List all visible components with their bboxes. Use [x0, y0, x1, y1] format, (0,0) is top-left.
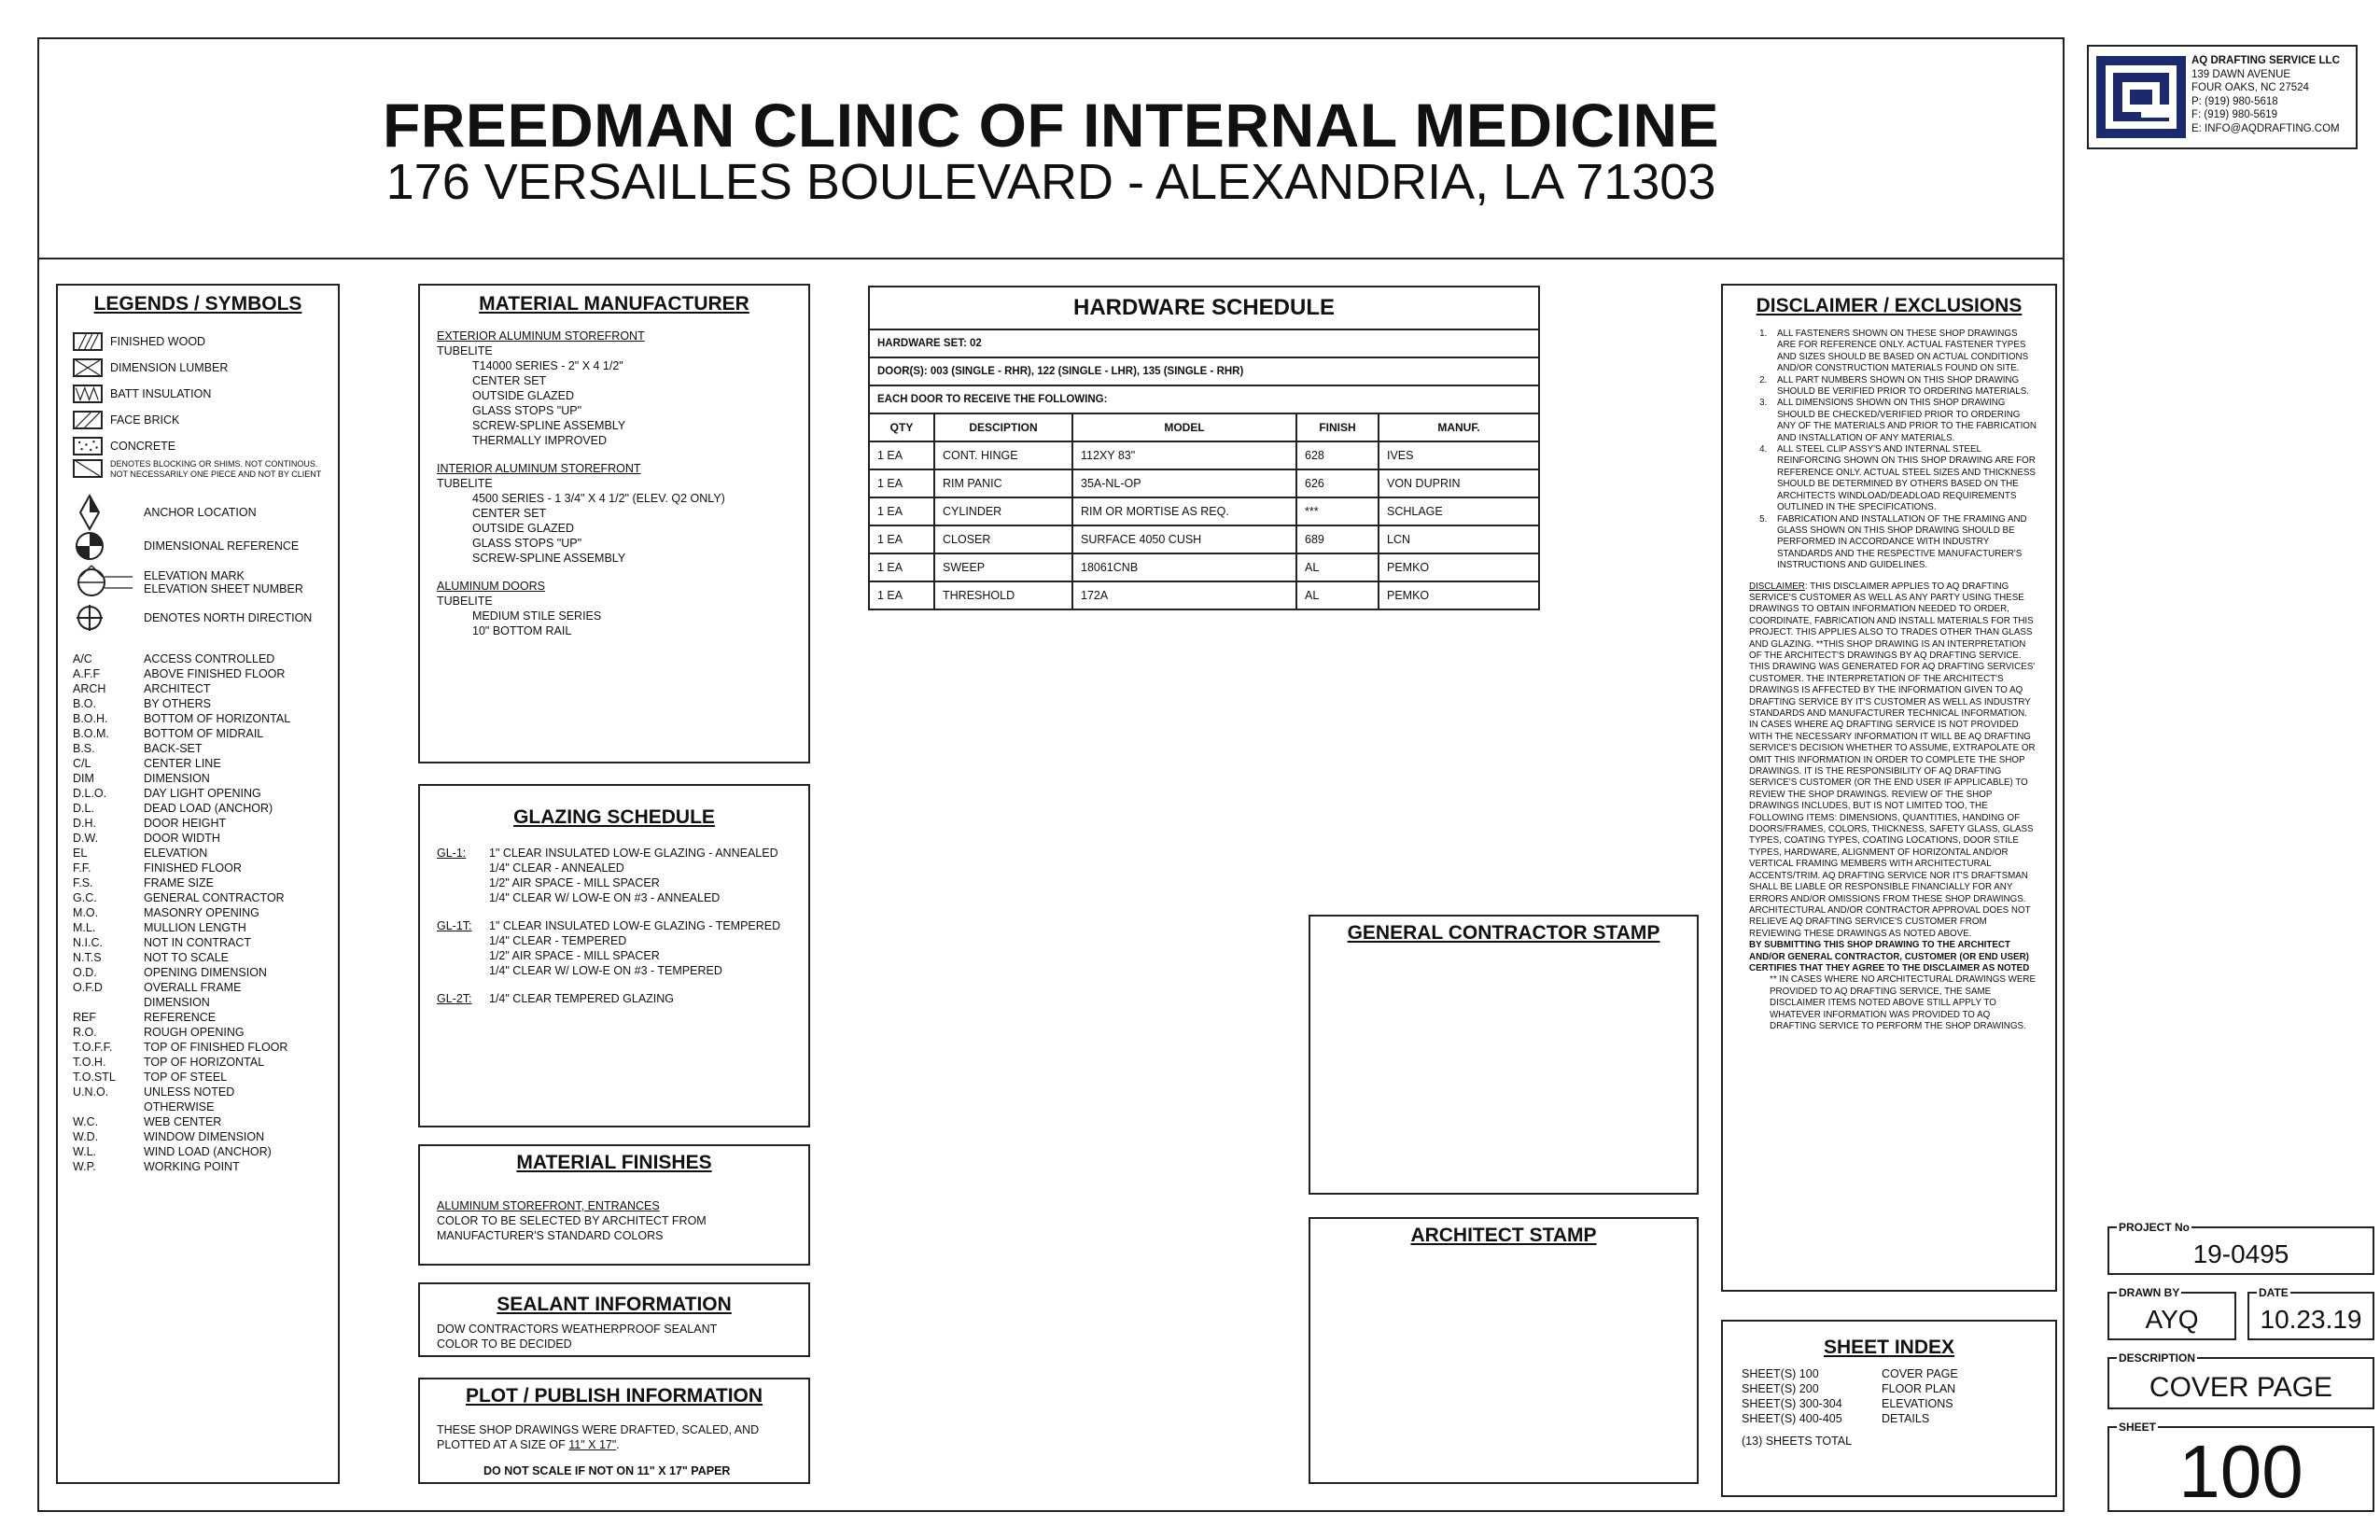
material-finishes-panel — [418, 1144, 810, 1266]
abbreviation-text: REFERENCE — [144, 1011, 217, 1024]
glazing-line: 1/4" CLEAR W/ LOW-E ON #3 - ANNEALED — [489, 891, 721, 904]
hardware-row — [869, 469, 1539, 497]
abbreviation-text: ACCESS CONTROLLED — [144, 652, 275, 665]
hardware-cell: CLOSER — [934, 525, 1072, 553]
finishes-heading: ALUMINUM STOREFRONT, ENTRANCES — [437, 1199, 660, 1212]
sheet-total: (13) SHEETS TOTAL — [1742, 1435, 1853, 1448]
finished-wood-icon — [73, 332, 103, 351]
sheet-index-desc: COVER PAGE — [1882, 1367, 1958, 1380]
sheet-index-sheet: SHEET(S) 300-304 — [1742, 1397, 1842, 1410]
abbreviation-text: MASONRY OPENING — [144, 906, 259, 919]
face-brick-icon — [73, 411, 103, 429]
abbreviation-code — [73, 1099, 144, 1114]
abbreviation-text: TOP OF FINISHED FLOOR — [144, 1041, 288, 1054]
sheet-index-title: SHEET INDEX — [1823, 1337, 1955, 1358]
abbreviation-code: T.O.H. — [73, 1056, 106, 1069]
legend-item: FINISHED WOOD — [73, 332, 338, 351]
abbreviation-text: WINDOW DIMENSION — [144, 1130, 265, 1143]
glazing-line: 1/4" CLEAR - TEMPERED — [489, 934, 627, 947]
abbreviation-row — [73, 950, 338, 965]
abbreviation-text: TOP OF STEEL — [144, 1071, 228, 1084]
abbreviation-row — [73, 696, 338, 711]
abbreviation-code: R.O. — [73, 1026, 97, 1039]
hardware-cell: CYLINDER — [934, 497, 1072, 525]
aq-logo — [2094, 54, 2188, 140]
company-street: 139 DAWN AVENUE — [2191, 68, 2291, 80]
manufacturer-spec: OUTSIDE GLAZED — [472, 389, 575, 402]
abbreviation-text: FINISHED FLOOR — [144, 861, 242, 875]
hardware-row — [869, 441, 1539, 469]
company-city: FOUR OAKS, NC 27524 — [2191, 82, 2309, 93]
abbreviation-row — [73, 651, 338, 666]
sheet-index-sheet: SHEET(S) 200 — [1742, 1382, 1819, 1395]
disclaimer-body: DISCLAIMER: THIS DISCLAIMER APPLIES TO AQ DRAFTING SERVICE'S CUSTOMER AS WELL AS ANY PARTY USING THESE DRAWINGS TO OBTAIN INFORMATION NEEDED TO ORDER, COORDINATE, FABRICATION AND INSTALL MATERIALS FOR THIS PROJECT. THIS APPLIES ALSO TO TRADES OTHER THAN GLASS AND GLAZING. **THIS SHOP DRAWING IS AN INTERPRETATION OF THE ARCHITECT'S DRAWINGS BY AQ DRAFTING SERVICE. THIS DRAWING WAS GENERATED FOR AQ DRAFTING SERVICES' CUSTOMER. THE INTERPRETATION OF THE ARCHITECT'S DRAWINGS IS AFFECTED BY THE INFORMATION GIVEN TO AQ DRAFTING SERVICE BY IT'S CUSTOMER AS WELL AS INDUSTRY STANDARDS AND MANUFACTURER TECHNICAL INFORMATION. IN CASES WHERE AQ DRAFTING SERVICE IS NOT PROVIDED WITH THE NECESSARY INFORMATION IT WILL BE AQ DRAFTING SERVICE'S DECISION WHETHER TO ASSUME, EXTRAPOLATE OR OMIT THIS INFORMATION IN ORDER TO COMPLETE THE SHOP DRAWINGS. IT IS THE RESPONSIBILITY OF AQ DRAFTING SERVICE'S CUSTOMER (OR THE END USER IF APPLICABLE) TO REVIEW THE SHOP DRAWINGS. REVIEW OF THE SHOP DRAWINGS INCLUDES, BUT IS NOT LIMITED TOO, THE FOLLOWING ITEMS: DIMENSIONS, QUANTITIES, HANDING OF DOORS/FRAMES, COLORS, THICKNESS, SAFETY GLASS, GLASS TYPES, COATING TYPES, COATING LOCATIONS, DOOR STILE TYPES, HARDWARE, ALIGNMENT OF HORIZONTAL AND/OR VERTICAL FRAMING MEMBERS WITH ARCHITECTURAL ACCENTS/TRIM. AQ DRAFTING SERVICE NOR IT'S DRAFTSMAN SHALL BE LIABLE OR RESPONSIBLE FINANCIALLY FOR ANY ERRORS AND/OR OMISSIONS FROM THESE SHOP DRAWINGS. ARCHITECTURAL AND/OR CONTRACTOR APPROVAL DOES NOT RELIEVE AQ DRAFTING SERVICE'S CUSTOMER FROM REVIEWING THESE DRAWINGS AS NOTED ABOVE. BY SUBMITTING THIS SHOP DRAWING TO THE ARCHITECT AND/OR GENERAL CONTRACTOR, CUSTOMER (OR END USER) CERTIFIES THAT THEY AGREE TO THE DISCLAIMER AS NOTED ** IN CASES WHERE NO ARCHITECTURAL DRAWINGS WERE PROVIDED TO AQ DRAFTING SERVICE, THE SAME DISCLAIMER ITEMS NOTED ABOVE STILL APPLY TO WHATEVER INFORMATION WAS PROVIDED TO AQ DRAFTING SERVICE TO PERFORM THE SHOP DRAWINGS. — [1749, 581, 2037, 1031]
date-box: DATE 10.23.19 — [2247, 1292, 2374, 1340]
hardware-schedule — [868, 286, 1540, 610]
manufacturer-spec: T14000 SERIES - 2" X 4 1/2" — [472, 359, 623, 372]
company-name: AQ DRAFTING SERVICE LLC — [2191, 55, 2340, 66]
gc-stamp-title: GENERAL CONTRACTOR STAMP — [1347, 922, 1660, 944]
architect-stamp-title: ARCHITECT STAMP — [1410, 1225, 1597, 1246]
abbreviation-text: BY OTHERS — [144, 697, 212, 710]
manufacturer-heading: EXTERIOR ALUMINUM STOREFRONT — [437, 329, 645, 343]
legend-symbol: DENOTES NORTH DIRECTION — [73, 601, 338, 635]
hardware-title: HARDWARE SCHEDULE — [869, 287, 1539, 329]
abbreviation-row — [73, 741, 338, 756]
sheet-index-sheet: SHEET(S) 100 — [1742, 1367, 1819, 1380]
glazing-code: GL-1: — [437, 847, 467, 860]
abbreviation-row — [73, 666, 338, 681]
abbreviation-code: T.O.F.F. — [73, 1041, 113, 1054]
hardware-cell: 112XY 83" — [1072, 441, 1296, 469]
hardware-row — [869, 525, 1539, 553]
hardware-cell: IVES — [1379, 441, 1539, 469]
plot-title: PLOT / PUBLISH INFORMATION — [465, 1385, 763, 1407]
abbreviation-row — [73, 1040, 338, 1055]
hardware-cell: *** — [1296, 497, 1379, 525]
project-address: 176 VERSAILLES BOULEVARD - ALEXANDRIA, LA 71303 — [385, 154, 1716, 210]
abbreviation-text: DIMENSION — [144, 996, 210, 1009]
hardware-header-row: QTY DESCIPTION MODEL FINISH MANUF. — [869, 413, 1539, 441]
manufacturer-spec: CENTER SET — [472, 374, 547, 387]
abbreviation-row — [73, 920, 338, 935]
glazing-lines — [489, 991, 674, 1006]
manufacturer-group — [437, 329, 808, 448]
abbreviation-row — [73, 980, 338, 995]
plot-size: 11" X 17" — [568, 1438, 617, 1451]
abbreviation-row — [73, 890, 338, 905]
abbreviation-row — [73, 801, 338, 816]
abbreviation-code: W.C. — [73, 1115, 99, 1128]
plot-warning: DO NOT SCALE IF NOT ON 11" X 17" PAPER — [483, 1464, 731, 1477]
hardware-cell: LCN — [1379, 525, 1539, 553]
abbreviation-text: DEAD LOAD (ANCHOR) — [144, 802, 273, 815]
sealant-line: COLOR TO BE DECIDED — [437, 1337, 572, 1351]
hardware-cell: 1 EA — [869, 441, 934, 469]
manufacturer-group — [437, 461, 808, 566]
blocking-shim-icon — [73, 459, 103, 478]
abbreviation-text: ROUGH OPENING — [144, 1026, 245, 1039]
abbreviation-code: U.N.O. — [73, 1085, 109, 1099]
legend-symbol: DIMENSIONAL REFERENCE — [73, 528, 338, 564]
hardware-cell: SURFACE 4050 CUSH — [1072, 525, 1296, 553]
hardware-cell: SCHLAGE — [1379, 497, 1539, 525]
glazing-entries — [420, 829, 808, 1006]
abbreviation-row — [73, 875, 338, 890]
batt-insulation-icon — [73, 385, 103, 403]
abbreviation-code: D.W. — [73, 832, 99, 845]
disclaimer-item: 5. FABRICATION AND INSTALLATION OF THE FRAMING AND GLASS SHOWN ON THIS SHOP DRAWING SHOULD BE PERFORMED IN ACCORDANCE WITH INDUSTRY STANDARDS AND THE RESPECTIVE MANUFACTURER'S INSTRUCTIONS AND GUIDELINES. — [1770, 514, 2037, 572]
abbreviation-code: D.H. — [73, 817, 96, 830]
manufacturer-name: TUBELITE — [437, 595, 493, 608]
abbreviation-row — [73, 756, 338, 771]
dimensional-reference-icon — [73, 529, 106, 563]
abbreviation-code: T.O.STL — [73, 1071, 116, 1084]
abbreviation-row — [73, 726, 338, 741]
abbreviation-text: UNLESS NOTED — [144, 1085, 235, 1099]
abbreviation-code: N.T.S — [73, 951, 102, 964]
abbreviation-row — [73, 1055, 338, 1070]
anchor-location-icon — [73, 494, 106, 531]
manufacturer-spec: 10" BOTTOM RAIL — [472, 624, 572, 637]
glazing-code: GL-2T: — [437, 992, 472, 1005]
abbreviation-code: O.D. — [73, 966, 97, 979]
hardware-set: HARDWARE SET: 02 — [869, 329, 1539, 357]
sheet-number-box: SHEET 100 — [2107, 1426, 2374, 1512]
abbreviation-row — [73, 861, 338, 875]
hardware-cell: AL — [1296, 581, 1379, 609]
abbreviation-code: ARCH — [73, 682, 106, 695]
abbreviation-text: BACK-SET — [144, 742, 203, 755]
hardware-cell: 18061CNB — [1072, 553, 1296, 581]
abbreviation-text: NOT TO SCALE — [144, 951, 230, 964]
legend-item: FACE BRICK — [73, 411, 338, 429]
abbreviation-row — [73, 1144, 338, 1159]
abbreviation-code: B.O.M. — [73, 727, 109, 740]
abbreviation-code: D.L.O. — [73, 787, 107, 800]
plot-line: PLOTTED AT A SIZE OF 11" X 17". — [437, 1438, 620, 1451]
abbreviation-text: CENTER LINE — [144, 757, 221, 770]
abbreviation-code: W.P. — [73, 1160, 96, 1173]
hardware-cell: 1 EA — [869, 581, 934, 609]
abbreviation-text: DAY LIGHT OPENING — [144, 787, 261, 800]
abbreviation-text: WEB CENTER — [144, 1115, 222, 1128]
abbreviation-list — [73, 651, 338, 1174]
abbreviation-row — [73, 1010, 338, 1025]
glazing-line: 1/4" CLEAR TEMPERED GLAZING — [489, 992, 675, 1005]
abbreviation-text: DOOR WIDTH — [144, 832, 220, 845]
hardware-doors: DOOR(S): 003 (SINGLE - RHR), 122 (SINGLE - LHR), 135 (SINGLE - RHR) — [869, 357, 1539, 385]
glazing-schedule-panel — [418, 784, 810, 1127]
manufacturer-groups — [420, 315, 808, 638]
company-info — [2191, 54, 2340, 135]
hardware-row — [869, 581, 1539, 609]
sheet-index-row — [1742, 1396, 2055, 1411]
disclaimer-item: 1. ALL FASTENERS SHOWN ON THESE SHOP DRAWINGS ARE FOR REFERENCE ONLY. ACTUAL FASTENER TYPES AND SIZES SHOULD BE BASED ON ACTUAL CONDITIONS AND/OR CONSTRUCTION MATERIALS FOUND ON SITE. — [1770, 329, 2037, 375]
abbreviation-row — [73, 711, 338, 726]
manufacturer-spec: CENTER SET — [472, 507, 547, 520]
abbreviation-code: N.I.C. — [73, 936, 103, 949]
disclaimer-item: 2. ALL PART NUMBERS SHOWN ON THIS SHOP DRAWING SHOULD BE VERIFIED PRIOR TO ORDERING MATERIALS. — [1770, 375, 2037, 399]
abbreviation-row — [73, 831, 338, 846]
hardware-cell: 689 — [1296, 525, 1379, 553]
disclaimer-item: 3. ALL DIMENSIONS SHOWN ON THIS SHOP DRAWING SHOULD BE CHECKED/VERIFIED PRIOR TO ORDERING ANY OF THE MATERIALS AND PRIOR TO THE FABRICATION AND INSTALLATION OF ANY MATERIALS. — [1770, 398, 2037, 444]
abbreviation-code: F.S. — [73, 876, 93, 889]
abbreviation-code: DIM — [73, 772, 94, 785]
manufacturer-spec: 4500 SERIES - 1 3/4" X 4 1/2" (ELEV. Q2 ONLY) — [472, 492, 725, 505]
architect-stamp-box — [1309, 1217, 1699, 1484]
abbreviation-row — [73, 771, 338, 786]
abbreviation-code: C/L — [73, 757, 91, 770]
abbreviation-code: B.O. — [73, 697, 97, 710]
hardware-row — [869, 553, 1539, 581]
abbreviation-code: B.O.H. — [73, 712, 108, 725]
abbreviation-row — [73, 935, 338, 950]
hardware-cell: 172A — [1072, 581, 1296, 609]
hardware-cell: 1 EA — [869, 469, 934, 497]
manufacturer-heading: ALUMINUM DOORS — [437, 580, 545, 593]
abbreviation-row — [73, 816, 338, 831]
drawing-date: 10.23.19 — [2260, 1305, 2362, 1334]
abbreviation-row — [73, 1070, 338, 1085]
company-fax: F: (919) 980-5619 — [2191, 109, 2278, 120]
sheet-index-row — [1742, 1411, 2055, 1426]
company-phone: P: (919) 980-5618 — [2191, 95, 2278, 107]
concrete-icon — [73, 437, 103, 455]
finishes-line: COLOR TO BE SELECTED BY ARCHITECT FROM — [437, 1214, 707, 1227]
plot-panel — [418, 1378, 810, 1484]
material-manufacturer-panel — [418, 284, 810, 763]
abbreviation-code: F.F. — [73, 861, 91, 875]
legend-item: DIMENSION LUMBER — [73, 358, 338, 377]
glazing-entry — [437, 846, 808, 905]
hardware-cell: RIM OR MORTISE AS REQ. — [1072, 497, 1296, 525]
sheet-index-desc: DETAILS — [1882, 1412, 1930, 1425]
hardware-cell: 628 — [1296, 441, 1379, 469]
sheet-number: 100 — [2178, 1430, 2303, 1513]
manufacturer-group — [437, 579, 808, 638]
abbreviation-row — [73, 1159, 338, 1174]
abbreviation-row — [73, 846, 338, 861]
project-number: 19-0495 — [2192, 1239, 2289, 1268]
abbreviation-text: WIND LOAD (ANCHOR) — [144, 1145, 272, 1158]
abbreviation-text: OPENING DIMENSION — [144, 966, 267, 979]
abbreviation-row — [73, 1114, 338, 1129]
abbreviation-code: M.L. — [73, 921, 96, 934]
abbreviation-row — [73, 1025, 338, 1040]
abbreviation-text: OVERALL FRAME — [144, 981, 242, 994]
sheet-index-row — [1742, 1366, 2055, 1381]
drawn-by: AYQ — [2145, 1305, 2199, 1334]
abbreviation-row — [73, 905, 338, 920]
manufacturer-name: TUBELITE — [437, 344, 493, 357]
hardware-cell: PEMKO — [1379, 553, 1539, 581]
drawn-by-box: DRAWN BY AYQ — [2107, 1292, 2236, 1340]
abbreviation-code: O.F.D — [73, 981, 103, 994]
abbreviation-text: ABOVE FINISHED FLOOR — [144, 667, 286, 680]
sheet-index-desc: FLOOR PLAN — [1882, 1382, 1956, 1395]
disclaimer-bold: BY SUBMITTING THIS SHOP DRAWING TO THE ARCHITECT AND/OR GENERAL CONTRACTOR, CUSTOMER (OR END USER) CERTIFIES THAT THEY AGREE TO THE DISCLAIMER AS NOTED — [1749, 940, 2030, 973]
manufacturer-spec: SCREW-SPLINE ASSEMBLY — [472, 419, 626, 432]
hardware-cell: PEMKO — [1379, 581, 1539, 609]
hardware-cell: 1 EA — [869, 553, 934, 581]
abbreviation-row — [73, 786, 338, 801]
plot-line: THESE SHOP DRAWINGS WERE DRAFTED, SCALED, AND — [437, 1423, 760, 1436]
project-number-box: PROJECT No 19-0495 — [2107, 1226, 2374, 1275]
sheet-description: COVER PAGE — [2149, 1372, 2333, 1403]
legend-item: BATT INSULATION — [73, 385, 338, 403]
abbreviation-text: WORKING POINT — [144, 1160, 240, 1173]
abbreviation-text: ELEVATION — [144, 847, 208, 860]
sheet-index-panel — [1721, 1320, 2057, 1497]
manufacturer-heading: INTERIOR ALUMINUM STOREFRONT — [437, 462, 641, 475]
glazing-entry — [437, 918, 808, 978]
glazing-lines — [489, 846, 778, 905]
glazing-entry — [437, 991, 808, 1006]
finishes-line: MANUFACTURER'S STANDARD COLORS — [437, 1229, 664, 1242]
legend-symbol: ELEVATION MARK ELEVATION SHEET NUMBER — [73, 564, 338, 601]
abbreviation-row — [73, 1129, 338, 1144]
abbreviation-text: NOT IN CONTRACT — [144, 936, 252, 949]
abbreviation-text: DIMENSION — [144, 772, 210, 785]
legend-symbol: ANCHOR LOCATION — [73, 497, 338, 528]
abbreviation-text: DOOR HEIGHT — [144, 817, 227, 830]
abbreviation-row — [73, 995, 338, 1010]
glazing-line: 1/2" AIR SPACE - MILL SPACER — [489, 949, 660, 962]
gc-stamp-box — [1309, 915, 1699, 1195]
abbreviation-text: MULLION LENGTH — [144, 921, 246, 934]
disclaimer-panel — [1721, 284, 2057, 1292]
hardware-cell: 1 EA — [869, 525, 934, 553]
abbreviation-code: B.S. — [73, 742, 95, 755]
sheet-index-list — [1723, 1359, 2055, 1426]
disclaimer-title: DISCLAIMER / EXCLUSIONS — [1756, 295, 2023, 316]
legends-title: LEGENDS / SYMBOLS — [93, 293, 302, 315]
hardware-cell: RIM PANIC — [934, 469, 1072, 497]
hardware-row — [869, 497, 1539, 525]
hardware-cell: 35A-NL-OP — [1072, 469, 1296, 497]
abbreviation-code: A/C — [73, 652, 92, 665]
company-email: E: INFO@AQDRAFTING.COM — [2191, 122, 2340, 134]
glazing-code: GL-1T: — [437, 919, 472, 932]
legend-item: DENOTES BLOCKING OR SHIMS. NOT CONTINOUS. NOT NECESSARILY ONE PIECE AND NOT BY CLIENT — [73, 459, 338, 480]
abbreviation-text: TOP OF HORIZONTAL — [144, 1056, 265, 1069]
manufacturer-spec: SCREW-SPLINE ASSEMBLY — [472, 552, 626, 565]
company-block — [2087, 45, 2358, 149]
abbreviation-text: BOTTOM OF HORIZONTAL — [144, 712, 291, 725]
glazing-line: 1/4" CLEAR - ANNEALED — [489, 861, 624, 875]
abbreviation-code: EL — [73, 847, 88, 860]
abbreviation-code: W.L. — [73, 1145, 97, 1158]
hardware-cell: AL — [1296, 553, 1379, 581]
glazing-line: 1" CLEAR INSULATED LOW-E GLAZING - ANNEALED — [489, 847, 778, 860]
sealant-title: SEALANT INFORMATION — [497, 1294, 732, 1315]
abbreviation-code: M.O. — [73, 906, 99, 919]
hardware-cell: SWEEP — [934, 553, 1072, 581]
abbreviation-code: REF — [73, 1011, 96, 1024]
project-title: FREEDMAN CLINIC OF INTERNAL MEDICINE — [382, 91, 1720, 160]
sheet-index-row — [1742, 1381, 2055, 1396]
abbreviation-code — [73, 995, 144, 1010]
hardware-table — [868, 286, 1540, 610]
hardware-cell: THRESHOLD — [934, 581, 1072, 609]
glazing-line: 1/4" CLEAR W/ LOW-E ON #3 - TEMPERED — [489, 964, 722, 977]
north-direction-icon — [73, 603, 106, 633]
abbreviation-code: W.D. — [73, 1130, 99, 1143]
sheet-index-sheet: SHEET(S) 400-405 — [1742, 1412, 1842, 1425]
dimension-lumber-icon — [73, 358, 103, 377]
manufacturer-spec: MEDIUM STILE SERIES — [472, 609, 602, 623]
hardware-cell: 1 EA — [869, 497, 934, 525]
finishes-title: MATERIAL FINISHES — [516, 1152, 712, 1173]
glazing-line: 1/2" AIR SPACE - MILL SPACER — [489, 876, 660, 889]
manufacturer-spec: THERMALLY IMPROVED — [472, 434, 608, 447]
abbreviation-row — [73, 1085, 338, 1099]
abbreviation-row — [73, 1099, 338, 1114]
manufacturer-name: TUBELITE — [437, 477, 493, 490]
disclaimer-footnote: ** IN CASES WHERE NO ARCHITECTURAL DRAWINGS WERE PROVIDED TO AQ DRAFTING SERVICE, THE SAME DISCLAIMER ITEMS NOTED ABOVE STILL APPLY TO WHATEVER INFORMATION WAS PROVIDED TO AQ DRAFTING SERVICE TO PERFORM THE SHOP DRAWINGS. — [1770, 974, 2037, 1031]
abbreviation-text: ARCHITECT — [144, 682, 211, 695]
glazing-line: 1" CLEAR INSULATED LOW-E GLAZING - TEMPERED — [489, 919, 781, 932]
abbreviation-text: GENERAL CONTRACTOR — [144, 891, 285, 904]
elevation-mark-icon — [73, 564, 133, 601]
header-divider — [37, 258, 2065, 259]
manufacturer-spec: GLASS STOPS "UP" — [472, 537, 582, 550]
hardware-cell: CONT. HINGE — [934, 441, 1072, 469]
disclaimer-item: 4. ALL STEEL CLIP ASSY'S AND INTERNAL STEEL REINFORCING SHOWN ON THIS SHOP DRAWING ARE FOR REFERENCE ONLY. ACTUAL STEEL SIZES AND THICKNESS SHOULD BE DETERMINED BY OTHERS BASED ON THE ARCHITECTS WINDLOAD/DEADLOAD REQUIREMENTS OUTLINED IN THE SPECIFICATIONS. — [1770, 444, 2037, 513]
legend-item: CONCRETE — [73, 437, 338, 455]
manufacturer-spec: GLASS STOPS "UP" — [472, 404, 582, 417]
glazing-title: GLAZING SCHEDULE — [513, 806, 715, 828]
hardware-cell: 626 — [1296, 469, 1379, 497]
sealant-line: DOW CONTRACTORS WEATHERPROOF SEALANT — [437, 1323, 718, 1336]
abbreviation-code: G.C. — [73, 891, 97, 904]
abbreviation-text: BOTTOM OF MIDRAIL — [144, 727, 264, 740]
abbreviation-text: OTHERWISE — [144, 1100, 215, 1113]
hardware-note: EACH DOOR TO RECEIVE THE FOLLOWING: — [869, 385, 1539, 413]
abbreviation-row — [73, 681, 338, 696]
material-manufacturer-title: MATERIAL MANUFACTURER — [479, 293, 749, 315]
abbreviation-code: A.F.F — [73, 667, 101, 680]
hardware-cell: VON DUPRIN — [1379, 469, 1539, 497]
sealant-panel — [418, 1282, 810, 1357]
abbreviation-row — [73, 965, 338, 980]
disclaimer-list — [1723, 329, 2037, 572]
manufacturer-spec: OUTSIDE GLAZED — [472, 522, 575, 535]
abbreviation-code: D.L. — [73, 802, 94, 815]
glazing-lines — [489, 918, 780, 978]
description-box: DESCRIPTION COVER PAGE — [2107, 1357, 2374, 1409]
sheet-index-desc: ELEVATIONS — [1882, 1397, 1953, 1410]
abbreviation-text: FRAME SIZE — [144, 876, 215, 889]
legends-panel — [56, 284, 340, 1484]
